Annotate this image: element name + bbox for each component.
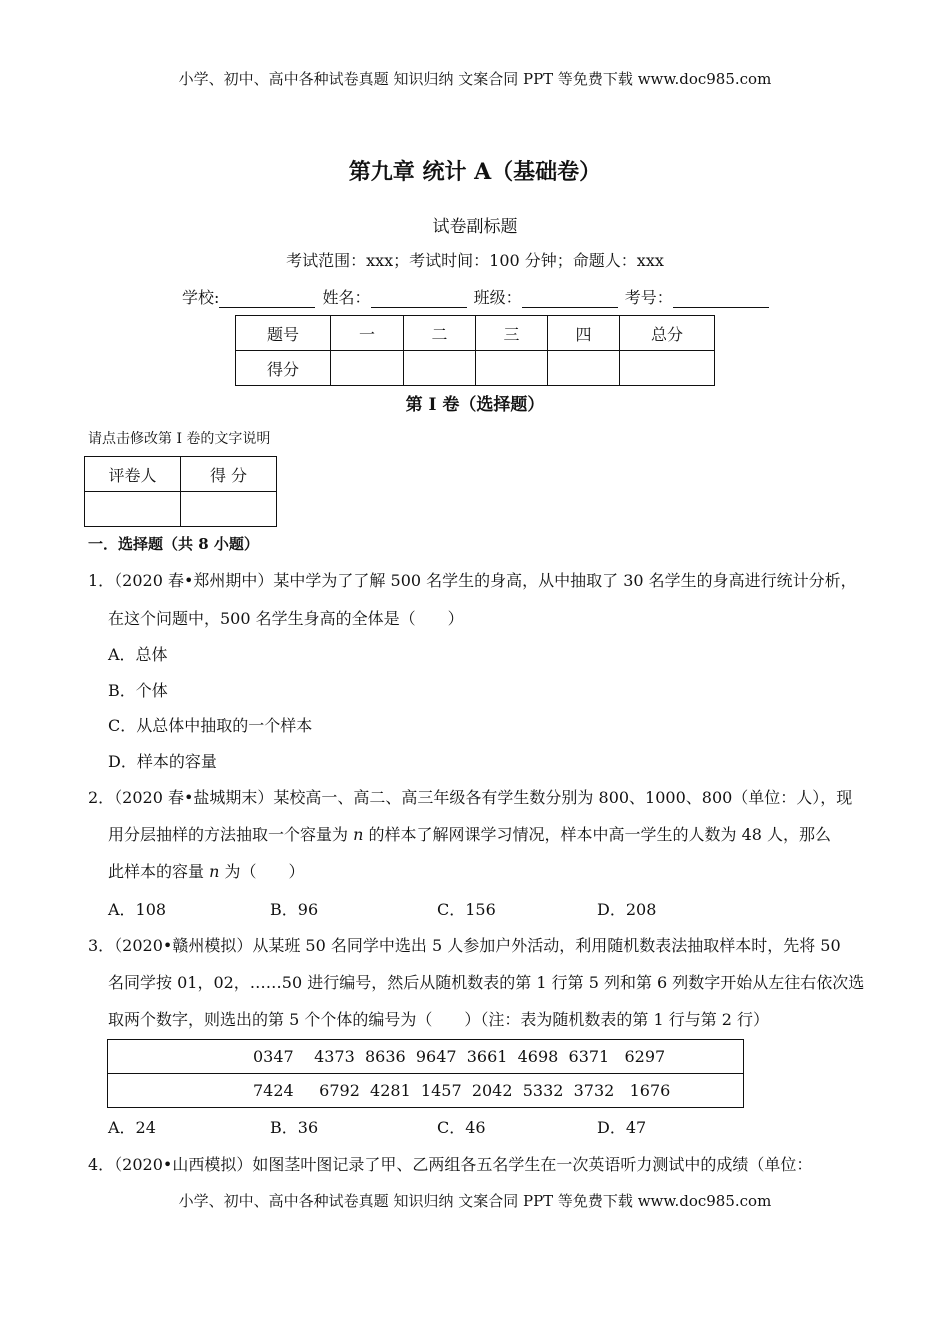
page-header: 小学、初中、高中各种试卷真题 知识归纳 文案合同 PPT 等免费下载 www.doc985.com	[178, 70, 772, 88]
q2-option-b: B．96	[270, 900, 319, 919]
q3-option-c: C．46	[437, 1118, 486, 1137]
exam-no-blank	[673, 291, 769, 308]
score-cell: 题号	[236, 316, 331, 351]
q2-option-a: A．108	[108, 900, 167, 919]
q3-line2: 名同学按 01，02，……50 进行编号，然后从随机数表的第 1 行第 5 列和第 6 列数字开始从左往右依次选	[108, 973, 865, 992]
q3-option-d: D．47	[597, 1118, 647, 1137]
exam-info: 考试范围：xxx；考试时间：100 分钟；命题人：xxx	[286, 251, 664, 270]
q1-option-a: A．总体	[108, 645, 168, 664]
q1-option-b: B．个体	[108, 681, 168, 700]
score-table	[235, 315, 715, 386]
score-cell: 一	[331, 316, 404, 351]
q1-option-d: D．样本的容量	[108, 752, 217, 771]
score-cell: 二	[404, 316, 476, 351]
section-1-note: 请点击修改第 I 卷的文字说明	[88, 431, 271, 447]
section-1-title: 第 I 卷（选择题）	[405, 395, 545, 415]
q3-option-a: A．24	[108, 1118, 156, 1137]
question-heading: 一．选择题（共 8 小题）	[88, 535, 259, 553]
score-table-score-row	[236, 351, 715, 386]
random-row-1: 0347 4373 8636 9647 3661 4698 6371 6297	[108, 1040, 744, 1074]
q2-line3-part1: 此样本的容量	[108, 862, 205, 881]
class-blank	[522, 291, 618, 308]
score-label: 得 分	[181, 457, 277, 492]
student-fields	[182, 285, 771, 308]
reviewer-label: 评卷人	[85, 457, 181, 492]
q1-option-c: C．从总体中抽取的一个样本	[108, 716, 313, 735]
score-row-label: 得分	[236, 351, 331, 386]
q3-line1: 3．（2020•赣州模拟）从某班 50 名同学中选出 5 人参加户外活动，利用随机数表法抽取样本时，先将 50	[88, 936, 841, 955]
q2-line2-part1: 用分层抽样的方法抽取一个容量为	[108, 825, 349, 844]
score-cell: 三	[476, 316, 548, 351]
q1-line2: 在这个问题中，500 名学生身高的全体是（ ）	[108, 609, 464, 628]
score-empty-cell	[476, 351, 548, 386]
exam-subtitle: 试卷副标题	[432, 217, 518, 237]
q3-line3: 取两个数字，则选出的第 5 个个体的编号为（ ）（注：表为随机数表的第 1 行与第 2 行）	[108, 1010, 770, 1029]
q1-line1: 1．（2020 春•郑州期中）某中学为了了解 500 名学生的身高，从中抽取了 30 名学生的身高进行统计分析，	[88, 571, 857, 590]
exam-no-label: 考号：	[624, 288, 673, 307]
reviewer-empty-cell	[85, 492, 181, 527]
variable-n: n	[209, 862, 220, 881]
score-empty-cell	[548, 351, 620, 386]
q2-line1: 2．（2020 春•盐城期末）某校高一、高二、高三年级各有学生数分别为 800、1000、800（单位：人），现	[88, 788, 853, 807]
page-footer: 小学、初中、高中各种试卷真题 知识归纳 文案合同 PPT 等免费下载 www.doc985.com	[178, 1192, 772, 1210]
score-empty-cell	[181, 492, 277, 527]
score-empty-cell	[404, 351, 476, 386]
q2-line2	[108, 822, 831, 845]
class-label: 班级：	[473, 288, 522, 307]
q2-line3	[108, 859, 305, 882]
score-empty-cell	[331, 351, 404, 386]
school-label: 学校:	[182, 288, 220, 307]
q2-line3-part2: 为（ ）	[224, 862, 305, 881]
grader-table	[84, 456, 277, 527]
q2-option-c: C．156	[437, 900, 496, 919]
variable-n: n	[353, 825, 364, 844]
name-label: 姓名：	[322, 288, 371, 307]
score-cell: 四	[548, 316, 620, 351]
score-table-header-row	[236, 316, 715, 351]
name-blank	[371, 291, 467, 308]
random-number-table	[107, 1039, 744, 1108]
q2-line2-part2: 的样本了解网课学习情况，样本中高一学生的人数为 48 人，那么	[368, 825, 832, 844]
exam-title: 第九章 统计 A（基础卷）	[348, 159, 602, 185]
q2-option-d: D．208	[597, 900, 657, 919]
score-empty-cell	[620, 351, 715, 386]
school-blank	[219, 291, 315, 308]
q3-option-b: B．36	[270, 1118, 319, 1137]
score-cell: 总分	[620, 316, 715, 351]
random-row-2: 7424 6792 4281 1457 2042 5332 3732 1676	[108, 1074, 744, 1108]
q4-line1: 4．（2020•山西模拟）如图茎叶图记录了甲、乙两组各五名学生在一次英语听力测试中的成绩（单位：	[88, 1155, 813, 1174]
